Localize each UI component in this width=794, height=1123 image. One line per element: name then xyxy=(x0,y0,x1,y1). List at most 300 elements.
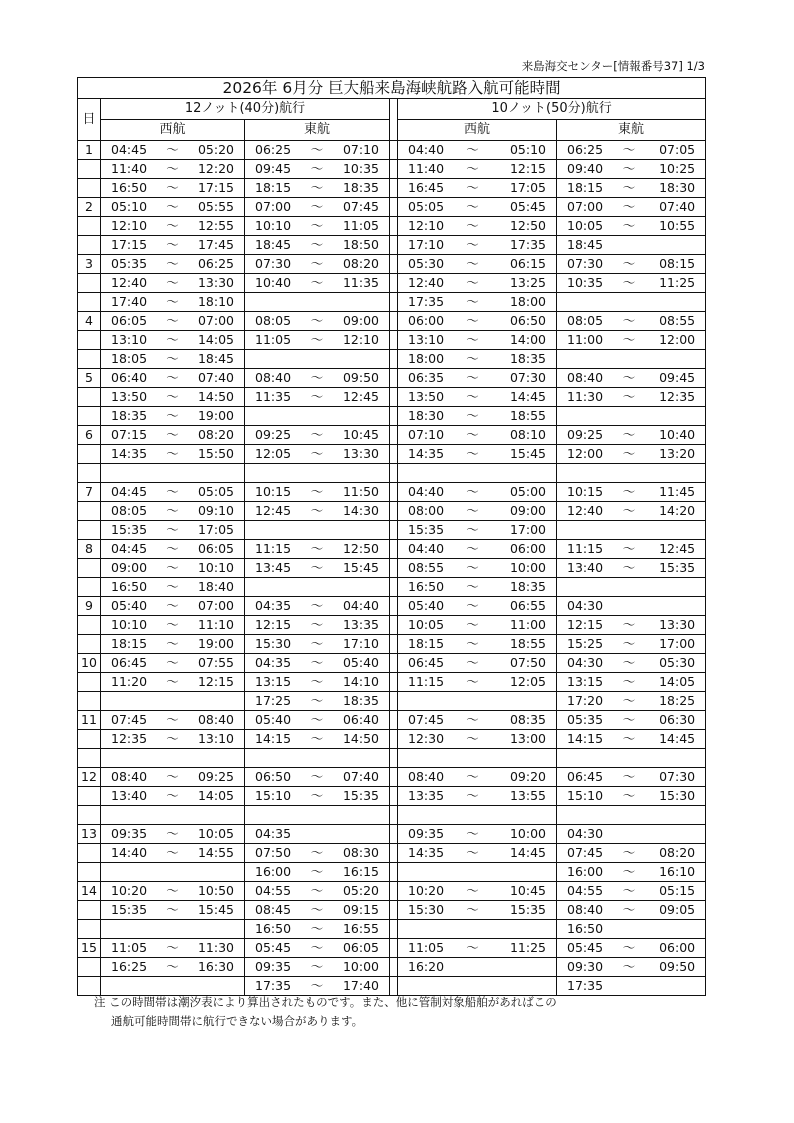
end-time-east-10kn xyxy=(650,464,706,483)
end-time-east-12kn xyxy=(338,825,390,844)
range-tilde-east-10kn xyxy=(609,578,650,597)
end-time-west-12kn: 10:10 xyxy=(193,559,245,578)
range-tilde-west-10kn: ～ xyxy=(453,673,493,692)
day-cell xyxy=(78,521,101,540)
column-gap xyxy=(390,369,398,388)
start-time-east-12kn: 11:05 xyxy=(245,331,297,350)
range-tilde-east-10kn: ～ xyxy=(609,844,650,863)
start-time-east-12kn: 04:55 xyxy=(245,882,297,901)
start-time-west-10kn: 04:40 xyxy=(398,540,453,559)
column-gap xyxy=(390,312,398,331)
range-tilde-east-12kn: ～ xyxy=(297,502,338,521)
range-tilde-east-10kn: ～ xyxy=(609,635,650,654)
start-time-east-10kn: 09:40 xyxy=(557,160,609,179)
table-row xyxy=(78,407,706,426)
day-cell xyxy=(78,502,101,521)
range-tilde-east-10kn xyxy=(609,749,650,768)
start-time-east-10kn: 08:40 xyxy=(557,901,609,920)
end-time-west-12kn: 05:55 xyxy=(193,198,245,217)
table-row xyxy=(78,217,706,236)
range-tilde-east-12kn xyxy=(297,350,338,369)
end-time-west-12kn: 10:05 xyxy=(193,825,245,844)
end-time-east-10kn xyxy=(650,578,706,597)
start-time-east-10kn: 11:30 xyxy=(557,388,609,407)
end-time-west-12kn: 14:50 xyxy=(193,388,245,407)
range-tilde-east-12kn xyxy=(297,293,338,312)
start-time-west-10kn: 08:55 xyxy=(398,559,453,578)
table-row xyxy=(78,274,706,293)
range-tilde-west-12kn: ～ xyxy=(153,825,193,844)
end-time-west-12kn: 05:20 xyxy=(193,141,245,160)
range-tilde-west-12kn: ～ xyxy=(153,559,193,578)
range-tilde-east-10kn: ～ xyxy=(609,692,650,711)
end-time-west-12kn: 09:25 xyxy=(193,768,245,787)
start-time-west-10kn: 16:50 xyxy=(398,578,453,597)
range-tilde-east-10kn: ～ xyxy=(609,901,650,920)
start-time-west-12kn: 12:40 xyxy=(101,274,153,293)
column-gap xyxy=(390,882,398,901)
direction-header-west-12kn: 西航 xyxy=(101,120,245,141)
range-tilde-west-10kn: ～ xyxy=(453,768,493,787)
range-tilde-east-12kn: ～ xyxy=(297,483,338,502)
range-tilde-east-10kn: ～ xyxy=(609,179,650,198)
end-time-east-12kn: 14:50 xyxy=(338,730,390,749)
start-time-east-10kn xyxy=(557,407,609,426)
end-time-east-10kn: 06:00 xyxy=(650,939,706,958)
start-time-east-10kn: 09:25 xyxy=(557,426,609,445)
column-gap xyxy=(390,673,398,692)
range-tilde-west-12kn: ～ xyxy=(153,787,193,806)
start-time-west-10kn: 11:15 xyxy=(398,673,453,692)
column-gap xyxy=(390,635,398,654)
column-gap xyxy=(390,901,398,920)
end-time-west-12kn: 07:00 xyxy=(193,597,245,616)
end-time-east-10kn xyxy=(650,597,706,616)
end-time-west-10kn: 09:00 xyxy=(493,502,557,521)
start-time-west-12kn: 13:40 xyxy=(101,787,153,806)
day-cell xyxy=(78,673,101,692)
range-tilde-west-10kn: ～ xyxy=(453,597,493,616)
end-time-east-10kn: 12:35 xyxy=(650,388,706,407)
range-tilde-east-10kn: ～ xyxy=(609,141,650,160)
passage-time-table xyxy=(77,77,706,996)
day-cell xyxy=(78,844,101,863)
end-time-east-12kn: 12:10 xyxy=(338,331,390,350)
range-tilde-west-12kn: ～ xyxy=(153,426,193,445)
table-row xyxy=(78,939,706,958)
start-time-west-10kn: 17:35 xyxy=(398,293,453,312)
range-tilde-west-12kn xyxy=(153,920,193,939)
range-tilde-east-10kn xyxy=(609,597,650,616)
day-cell xyxy=(78,692,101,711)
start-time-west-10kn: 11:40 xyxy=(398,160,453,179)
start-time-west-12kn: 14:35 xyxy=(101,445,153,464)
end-time-east-12kn xyxy=(338,806,390,825)
start-time-east-12kn: 11:35 xyxy=(245,388,297,407)
range-tilde-east-12kn xyxy=(297,407,338,426)
start-time-east-12kn: 05:40 xyxy=(245,711,297,730)
end-time-east-10kn: 11:25 xyxy=(650,274,706,293)
table-row xyxy=(78,445,706,464)
end-time-west-12kn: 14:05 xyxy=(193,331,245,350)
range-tilde-west-10kn xyxy=(453,692,493,711)
end-time-east-10kn xyxy=(650,407,706,426)
end-time-west-10kn: 18:55 xyxy=(493,407,557,426)
table-row xyxy=(78,597,706,616)
end-time-west-10kn: 14:45 xyxy=(493,844,557,863)
table-row xyxy=(78,483,706,502)
end-time-west-12kn: 09:10 xyxy=(193,502,245,521)
range-tilde-east-10kn: ～ xyxy=(609,426,650,445)
column-gap xyxy=(390,521,398,540)
end-time-east-10kn: 18:25 xyxy=(650,692,706,711)
start-time-west-12kn xyxy=(101,806,153,825)
range-tilde-west-10kn xyxy=(453,464,493,483)
column-gap xyxy=(390,217,398,236)
end-time-west-12kn: 07:00 xyxy=(193,312,245,331)
range-tilde-east-10kn: ～ xyxy=(609,274,650,293)
end-time-east-12kn: 05:40 xyxy=(338,654,390,673)
start-time-west-12kn: 04:45 xyxy=(101,141,153,160)
end-time-west-10kn: 18:00 xyxy=(493,293,557,312)
range-tilde-east-12kn: ～ xyxy=(297,711,338,730)
start-time-west-10kn: 12:10 xyxy=(398,217,453,236)
end-time-east-10kn: 06:30 xyxy=(650,711,706,730)
end-time-west-10kn: 05:00 xyxy=(493,483,557,502)
end-time-west-12kn: 06:25 xyxy=(193,255,245,274)
start-time-west-10kn xyxy=(398,806,453,825)
range-tilde-east-10kn: ～ xyxy=(609,312,650,331)
start-time-west-10kn: 13:50 xyxy=(398,388,453,407)
page-header-info: 来島海交センター[情報番号37] 1/3 xyxy=(521,59,705,73)
column-gap xyxy=(390,179,398,198)
day-cell: 11 xyxy=(78,711,101,730)
start-time-east-12kn: 16:50 xyxy=(245,920,297,939)
range-tilde-west-10kn: ～ xyxy=(453,825,493,844)
range-tilde-east-10kn xyxy=(609,825,650,844)
range-tilde-east-10kn xyxy=(609,977,650,996)
start-time-west-12kn: 13:50 xyxy=(101,388,153,407)
start-time-east-10kn: 12:00 xyxy=(557,445,609,464)
range-tilde-east-12kn: ～ xyxy=(297,236,338,255)
end-time-west-10kn: 17:00 xyxy=(493,521,557,540)
start-time-west-10kn: 16:20 xyxy=(398,958,453,977)
start-time-east-10kn xyxy=(557,806,609,825)
end-time-east-12kn xyxy=(338,293,390,312)
direction-header-east-12kn: 東航 xyxy=(245,120,390,141)
end-time-east-12kn: 18:35 xyxy=(338,179,390,198)
end-time-east-12kn: 08:20 xyxy=(338,255,390,274)
range-tilde-west-10kn: ～ xyxy=(453,369,493,388)
range-tilde-east-12kn: ～ xyxy=(297,255,338,274)
range-tilde-east-10kn: ～ xyxy=(609,331,650,350)
end-time-east-12kn: 09:15 xyxy=(338,901,390,920)
start-time-east-10kn: 04:30 xyxy=(557,654,609,673)
day-cell xyxy=(78,559,101,578)
start-time-west-12kn: 08:05 xyxy=(101,502,153,521)
start-time-west-10kn: 14:35 xyxy=(398,844,453,863)
range-tilde-east-12kn: ～ xyxy=(297,141,338,160)
start-time-west-12kn: 17:40 xyxy=(101,293,153,312)
start-time-west-12kn: 09:00 xyxy=(101,559,153,578)
end-time-east-10kn: 09:50 xyxy=(650,958,706,977)
range-tilde-east-10kn: ～ xyxy=(609,882,650,901)
end-time-east-10kn: 09:45 xyxy=(650,369,706,388)
range-tilde-west-10kn: ～ xyxy=(453,445,493,464)
end-time-east-12kn: 16:55 xyxy=(338,920,390,939)
start-time-west-10kn: 13:35 xyxy=(398,787,453,806)
range-tilde-east-10kn xyxy=(609,920,650,939)
end-time-east-12kn: 06:05 xyxy=(338,939,390,958)
start-time-west-12kn: 10:10 xyxy=(101,616,153,635)
end-time-west-12kn: 18:40 xyxy=(193,578,245,597)
start-time-east-10kn: 15:10 xyxy=(557,787,609,806)
start-time-east-12kn xyxy=(245,350,297,369)
range-tilde-west-12kn: ～ xyxy=(153,502,193,521)
column-gap xyxy=(390,939,398,958)
table-row xyxy=(78,521,706,540)
range-tilde-east-10kn: ～ xyxy=(609,198,650,217)
day-cell xyxy=(78,179,101,198)
start-time-east-12kn: 04:35 xyxy=(245,825,297,844)
range-tilde-east-12kn: ～ xyxy=(297,730,338,749)
range-tilde-east-12kn xyxy=(297,806,338,825)
start-time-east-10kn: 16:00 xyxy=(557,863,609,882)
range-tilde-west-12kn: ～ xyxy=(153,255,193,274)
range-tilde-west-10kn: ～ xyxy=(453,882,493,901)
start-time-west-10kn: 08:00 xyxy=(398,502,453,521)
range-tilde-east-10kn: ～ xyxy=(609,616,650,635)
start-time-west-12kn: 11:05 xyxy=(101,939,153,958)
range-tilde-east-10kn: ～ xyxy=(609,768,650,787)
range-tilde-west-10kn: ～ xyxy=(453,312,493,331)
start-time-west-12kn: 18:05 xyxy=(101,350,153,369)
column-gap xyxy=(390,502,398,521)
day-cell xyxy=(78,274,101,293)
end-time-east-12kn: 05:20 xyxy=(338,882,390,901)
end-time-east-12kn: 14:10 xyxy=(338,673,390,692)
table-row xyxy=(78,426,706,445)
range-tilde-west-12kn: ～ xyxy=(153,331,193,350)
start-time-west-12kn: 06:05 xyxy=(101,312,153,331)
range-tilde-east-10kn: ～ xyxy=(609,255,650,274)
range-tilde-west-12kn: ～ xyxy=(153,521,193,540)
start-time-west-10kn: 04:40 xyxy=(398,141,453,160)
column-gap xyxy=(390,464,398,483)
end-time-east-10kn xyxy=(650,749,706,768)
end-time-east-10kn: 14:45 xyxy=(650,730,706,749)
start-time-east-10kn: 04:30 xyxy=(557,825,609,844)
day-cell xyxy=(78,160,101,179)
start-time-east-12kn xyxy=(245,293,297,312)
table-row xyxy=(78,464,706,483)
start-time-east-12kn: 18:45 xyxy=(245,236,297,255)
range-tilde-west-10kn xyxy=(453,920,493,939)
table-row xyxy=(78,882,706,901)
end-time-west-12kn: 08:40 xyxy=(193,711,245,730)
day-cell xyxy=(78,217,101,236)
end-time-west-10kn: 14:45 xyxy=(493,388,557,407)
end-time-west-12kn: 19:00 xyxy=(193,407,245,426)
range-tilde-west-12kn: ～ xyxy=(153,179,193,198)
range-tilde-east-10kn: ～ xyxy=(609,217,650,236)
end-time-west-10kn: 09:20 xyxy=(493,768,557,787)
start-time-east-12kn: 16:00 xyxy=(245,863,297,882)
start-time-west-12kn xyxy=(101,749,153,768)
range-tilde-east-12kn xyxy=(297,825,338,844)
end-time-east-12kn xyxy=(338,521,390,540)
start-time-west-12kn: 05:35 xyxy=(101,255,153,274)
start-time-west-12kn: 14:40 xyxy=(101,844,153,863)
table-row xyxy=(78,901,706,920)
end-time-west-10kn xyxy=(493,806,557,825)
column-gap xyxy=(390,99,398,141)
end-time-east-10kn: 16:10 xyxy=(650,863,706,882)
table-row xyxy=(78,198,706,217)
day-cell: 2 xyxy=(78,198,101,217)
start-time-east-12kn: 07:00 xyxy=(245,198,297,217)
range-tilde-west-10kn: ～ xyxy=(453,654,493,673)
range-tilde-west-10kn: ～ xyxy=(453,635,493,654)
day-cell xyxy=(78,749,101,768)
end-time-west-12kn xyxy=(193,692,245,711)
end-time-east-12kn: 16:15 xyxy=(338,863,390,882)
start-time-east-12kn: 10:15 xyxy=(245,483,297,502)
range-tilde-east-10kn: ～ xyxy=(609,787,650,806)
range-tilde-west-12kn: ～ xyxy=(153,293,193,312)
day-cell xyxy=(78,863,101,882)
range-tilde-west-10kn: ～ xyxy=(453,407,493,426)
end-time-west-10kn: 10:00 xyxy=(493,825,557,844)
day-cell xyxy=(78,635,101,654)
range-tilde-west-12kn: ～ xyxy=(153,160,193,179)
end-time-west-12kn: 15:45 xyxy=(193,901,245,920)
end-time-east-10kn: 10:55 xyxy=(650,217,706,236)
range-tilde-east-12kn: ～ xyxy=(297,160,338,179)
end-time-west-10kn xyxy=(493,464,557,483)
end-time-west-12kn: 07:55 xyxy=(193,654,245,673)
range-tilde-east-10kn xyxy=(609,407,650,426)
column-gap xyxy=(390,825,398,844)
range-tilde-east-12kn: ～ xyxy=(297,654,338,673)
range-tilde-west-12kn xyxy=(153,806,193,825)
end-time-west-10kn: 06:15 xyxy=(493,255,557,274)
end-time-east-10kn: 07:05 xyxy=(650,141,706,160)
start-time-west-10kn: 07:10 xyxy=(398,426,453,445)
day-cell: 4 xyxy=(78,312,101,331)
end-time-east-10kn: 05:30 xyxy=(650,654,706,673)
range-tilde-west-10kn: ～ xyxy=(453,236,493,255)
end-time-west-10kn: 12:15 xyxy=(493,160,557,179)
start-time-west-10kn: 09:35 xyxy=(398,825,453,844)
end-time-west-10kn: 13:00 xyxy=(493,730,557,749)
start-time-east-10kn: 05:45 xyxy=(557,939,609,958)
start-time-west-10kn xyxy=(398,692,453,711)
start-time-east-12kn: 18:15 xyxy=(245,179,297,198)
table-row xyxy=(78,787,706,806)
table-row xyxy=(78,293,706,312)
table-row xyxy=(78,616,706,635)
range-tilde-west-10kn: ～ xyxy=(453,217,493,236)
range-tilde-east-12kn: ～ xyxy=(297,388,338,407)
end-time-west-12kn: 12:20 xyxy=(193,160,245,179)
end-time-west-12kn: 05:05 xyxy=(193,483,245,502)
range-tilde-east-10kn: ～ xyxy=(609,388,650,407)
start-time-west-10kn xyxy=(398,863,453,882)
start-time-east-10kn: 14:15 xyxy=(557,730,609,749)
column-gap xyxy=(390,654,398,673)
range-tilde-east-10kn xyxy=(609,464,650,483)
table-row xyxy=(78,179,706,198)
start-time-east-10kn: 10:35 xyxy=(557,274,609,293)
end-time-east-12kn: 09:50 xyxy=(338,369,390,388)
start-time-west-12kn: 10:20 xyxy=(101,882,153,901)
speed-header-12kn: 12ノット(40分)航行 xyxy=(101,99,390,120)
day-cell: 8 xyxy=(78,540,101,559)
day-cell xyxy=(78,901,101,920)
start-time-east-12kn: 12:45 xyxy=(245,502,297,521)
end-time-west-10kn: 17:05 xyxy=(493,179,557,198)
end-time-west-10kn: 18:35 xyxy=(493,578,557,597)
range-tilde-west-12kn: ～ xyxy=(153,597,193,616)
end-time-west-10kn: 14:00 xyxy=(493,331,557,350)
end-time-east-12kn xyxy=(338,350,390,369)
start-time-west-10kn: 14:35 xyxy=(398,445,453,464)
start-time-east-12kn: 08:45 xyxy=(245,901,297,920)
day-cell xyxy=(78,293,101,312)
end-time-east-12kn: 06:40 xyxy=(338,711,390,730)
start-time-east-10kn: 18:15 xyxy=(557,179,609,198)
start-time-west-10kn: 07:45 xyxy=(398,711,453,730)
start-time-east-10kn: 11:00 xyxy=(557,331,609,350)
start-time-east-10kn: 07:45 xyxy=(557,844,609,863)
range-tilde-west-12kn: ～ xyxy=(153,350,193,369)
end-time-west-12kn: 08:20 xyxy=(193,426,245,445)
column-gap xyxy=(390,160,398,179)
start-time-west-12kn: 15:35 xyxy=(101,521,153,540)
start-time-west-12kn: 09:35 xyxy=(101,825,153,844)
end-time-west-10kn: 10:45 xyxy=(493,882,557,901)
start-time-west-12kn: 05:10 xyxy=(101,198,153,217)
end-time-east-10kn: 08:55 xyxy=(650,312,706,331)
table-title: 2026年 6月分 巨大船来島海峡航路入航可能時間 xyxy=(78,78,706,99)
start-time-east-10kn: 13:15 xyxy=(557,673,609,692)
end-time-west-12kn xyxy=(193,920,245,939)
end-time-west-12kn: 18:10 xyxy=(193,293,245,312)
range-tilde-east-10kn: ～ xyxy=(609,160,650,179)
range-tilde-east-10kn: ～ xyxy=(609,369,650,388)
start-time-west-10kn xyxy=(398,749,453,768)
day-cell xyxy=(78,331,101,350)
start-time-east-10kn: 10:05 xyxy=(557,217,609,236)
column-gap xyxy=(390,483,398,502)
start-time-west-10kn: 06:35 xyxy=(398,369,453,388)
end-time-east-12kn xyxy=(338,749,390,768)
table-row xyxy=(78,920,706,939)
start-time-west-12kn: 04:45 xyxy=(101,540,153,559)
end-time-east-12kn: 12:50 xyxy=(338,540,390,559)
range-tilde-west-10kn: ～ xyxy=(453,616,493,635)
end-time-west-10kn: 05:45 xyxy=(493,198,557,217)
range-tilde-east-12kn: ～ xyxy=(297,179,338,198)
end-time-east-12kn: 10:45 xyxy=(338,426,390,445)
range-tilde-east-10kn: ～ xyxy=(609,958,650,977)
range-tilde-west-10kn: ～ xyxy=(453,293,493,312)
day-cell: 3 xyxy=(78,255,101,274)
range-tilde-west-12kn: ～ xyxy=(153,730,193,749)
end-time-west-12kn: 18:45 xyxy=(193,350,245,369)
range-tilde-east-12kn: ～ xyxy=(297,901,338,920)
